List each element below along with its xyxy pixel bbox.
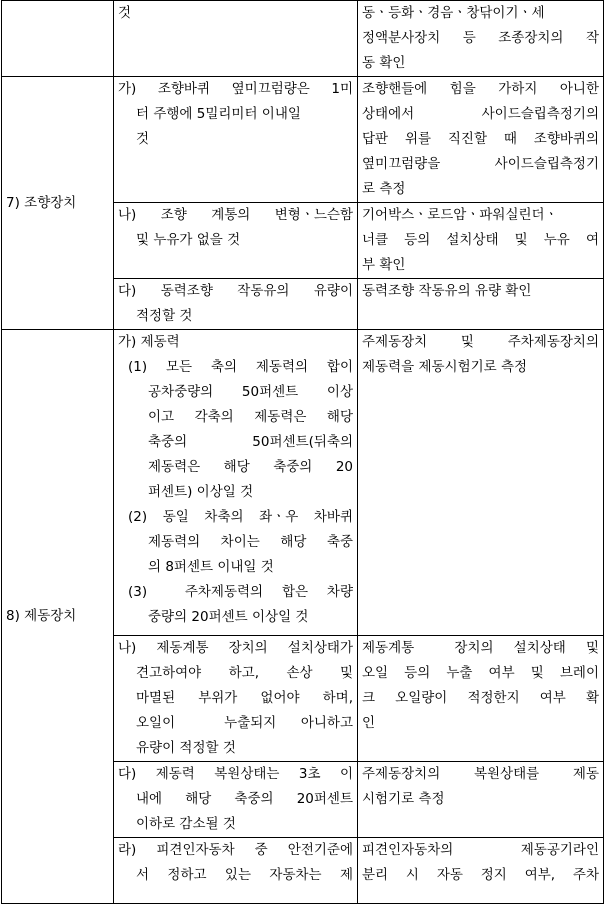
text-line: 답판 위를 직진할 때 조향바퀴의 bbox=[362, 131, 599, 147]
text-line: 중량의 20퍼센트 이상일 것 bbox=[148, 609, 309, 625]
text-line: 나) 조향 계통의 변형ㆍ느슨함 bbox=[118, 207, 353, 223]
text-line: 다) 제동력 복원상태는 3초 이 bbox=[118, 766, 353, 782]
text-line: 주제동장치 및 주차제동장치의 bbox=[362, 334, 599, 350]
method-cell bbox=[358, 1, 604, 77]
text-line: 및 누유가 없을 것 bbox=[136, 232, 241, 248]
criterion-cell bbox=[114, 838, 358, 904]
text-line: 공차중량의 50퍼센트 이상 bbox=[148, 384, 353, 400]
text-line: 내에 해당 축중의 20퍼센트 bbox=[136, 791, 353, 807]
text-line: 동ㆍ등화ㆍ경음ㆍ창닦이기ㆍ세 bbox=[362, 5, 545, 21]
text-line: 이하로 감소될 것 bbox=[136, 816, 236, 832]
text-line: 동력조향 작동유의 유량 확인 bbox=[362, 283, 532, 299]
text-line: 조향핸들에 힘을 가하지 아니한 bbox=[362, 81, 599, 97]
text-line: 크 오일량이 적정한지 여부 확 bbox=[362, 690, 599, 706]
text-line: 상태에서 사이드슬립측정기의 bbox=[362, 106, 599, 122]
method-cell bbox=[358, 77, 604, 203]
criterion-cell bbox=[114, 1, 358, 77]
text-line: (3) 주차제동력의 합은 차량 bbox=[128, 584, 353, 600]
category-brake bbox=[2, 330, 114, 904]
category-steering bbox=[2, 77, 114, 330]
text-line: 제동력은 해당 축중의 20 bbox=[148, 459, 353, 475]
text-line: 정액분사장치 등 조종장치의 작 bbox=[362, 30, 599, 46]
text-line: 너클 등의 설치상태 및 누유 여 bbox=[362, 232, 599, 248]
text-line: 시험기로 측정 bbox=[362, 791, 445, 807]
text-line: 이고 각축의 제동력은 해당 bbox=[148, 409, 353, 425]
text-line: 견고하여야 하고, 손상 및 bbox=[136, 665, 353, 681]
method-cell bbox=[358, 203, 604, 279]
text-line: 퍼센트) 이상일 것 bbox=[148, 484, 254, 500]
text-line: 서 정하고 있는 자동차는 제 bbox=[136, 867, 353, 883]
text-line: 로 측정 bbox=[362, 181, 406, 197]
method-cell bbox=[358, 838, 604, 904]
criterion-cell bbox=[114, 762, 358, 838]
criterion-cell bbox=[114, 279, 358, 330]
inspection-standards-table bbox=[1, 0, 604, 904]
text-line: 제동력의 차이는 해당 축중 bbox=[148, 534, 353, 550]
criterion-cell bbox=[114, 636, 358, 762]
text-line: 축중의 50퍼센트(뒤축의 bbox=[148, 434, 353, 450]
text-line: 인 bbox=[362, 715, 376, 731]
text-line: 터 주행에 5밀리미터 이내일 bbox=[136, 106, 301, 122]
criterion-cell bbox=[114, 203, 358, 279]
text-line: 기어박스ㆍ로드암ㆍ파워실린더ㆍ bbox=[362, 207, 558, 223]
text-line: 것 bbox=[118, 5, 132, 21]
text-line: 옆미끄럼량을 사이드슬립측정기 bbox=[362, 156, 599, 172]
text-line: 의 8퍼센트 이내일 것 bbox=[148, 559, 274, 575]
table-row bbox=[2, 1, 604, 77]
category-label: 7) 조향장치 bbox=[6, 194, 77, 211]
text-line: 가) 조향바퀴 옆미끄럼량은 1미 bbox=[118, 81, 353, 97]
text-line: 피견인자동차의 제동공기라인 bbox=[362, 842, 599, 858]
text-line: (1) 모든 축의 제동력의 합이 bbox=[128, 359, 353, 375]
text-line: 적정할 것 bbox=[136, 308, 193, 324]
text-line: 제동계통 장치의 설치상태 및 bbox=[362, 640, 599, 656]
text-line: 라) 피견인자동차 중 안전기준에 bbox=[118, 842, 353, 858]
method-cell bbox=[358, 762, 604, 838]
criterion-cell bbox=[114, 77, 358, 203]
method-cell bbox=[358, 330, 604, 636]
text-line: 부 확인 bbox=[362, 257, 406, 273]
method-cell bbox=[358, 279, 604, 330]
text-line: 마멸된 부위가 없어야 하며, bbox=[136, 690, 353, 706]
text-line: 다) 동력조향 작동유의 유량이 bbox=[118, 283, 353, 299]
text-line: 주제동장치의 복원상태를 제동 bbox=[362, 766, 599, 782]
text-line: 가) 제동력 bbox=[118, 334, 180, 350]
text-line: 오일이 누출되지 아니하고 bbox=[136, 715, 353, 731]
table-row bbox=[2, 77, 604, 203]
text-line: 분리 시 자동 정지 여부, 주차 bbox=[362, 867, 599, 883]
category-label: 8) 제동장치 bbox=[6, 608, 77, 624]
method-cell bbox=[358, 636, 604, 762]
text-line: (2) 동일 차축의 좌ㆍ우 차바퀴 bbox=[128, 509, 353, 525]
category-cell bbox=[2, 1, 114, 77]
text-line: 오일 등의 누출 여부 및 브레이 bbox=[362, 665, 599, 681]
text-line: 나) 제동계통 장치의 설치상태가 bbox=[118, 640, 353, 656]
criterion-cell bbox=[114, 330, 358, 636]
table-row bbox=[2, 330, 604, 636]
text-line: 동 확인 bbox=[362, 55, 406, 71]
text-line: 유량이 적정할 것 bbox=[136, 740, 236, 756]
text-line: 것 bbox=[136, 131, 150, 147]
text-line: 제동력을 제동시험기로 측정 bbox=[362, 359, 528, 375]
